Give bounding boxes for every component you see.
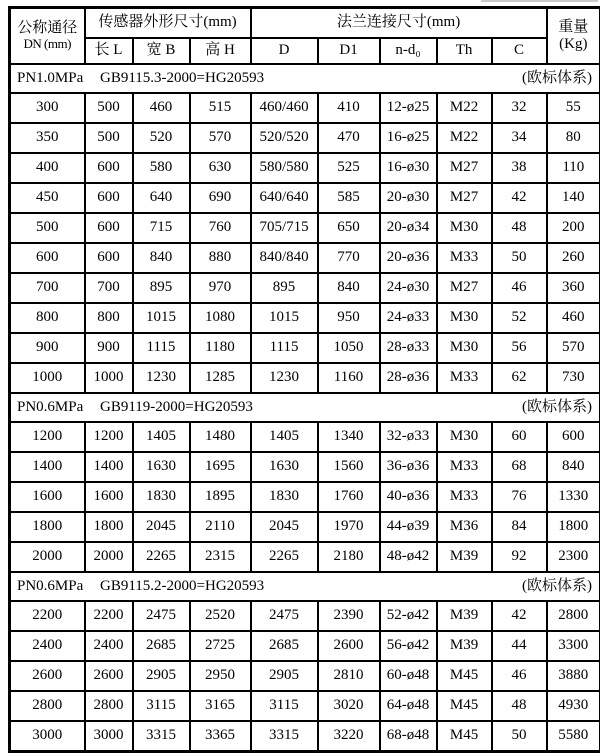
col-header-dn	[10, 8, 85, 65]
cell-n-d0: 32-ø33	[380, 422, 437, 452]
cell-dn: 2400	[10, 631, 85, 661]
cell-n-d0: 20-ø30	[380, 183, 437, 213]
col-header-dn-line2: DN (mm)	[23, 36, 71, 52]
cell-th: M30	[437, 422, 492, 452]
section-header-row	[10, 572, 600, 601]
cell-d1: 1970	[318, 512, 380, 542]
cell-width: 520	[133, 123, 190, 153]
cell-weight: 460	[547, 303, 600, 333]
section-pressure-label: PN1.0MPa	[17, 69, 84, 86]
cell-d: 580/580	[251, 153, 318, 183]
cell-n-d0: 24-ø30	[380, 273, 437, 303]
col-header-weight	[547, 8, 600, 65]
cell-weight: 600	[547, 422, 600, 452]
cell-c: 84	[492, 512, 547, 542]
cell-height: 760	[190, 213, 251, 243]
cell-length: 900	[85, 333, 133, 363]
cell-weight: 3300	[547, 631, 600, 661]
cell-weight: 360	[547, 273, 600, 303]
cell-d: 2475	[251, 601, 318, 631]
table-row	[10, 243, 600, 273]
cell-th: M22	[437, 93, 492, 123]
cell-dn: 1200	[10, 422, 85, 452]
section-header-row	[10, 64, 600, 93]
cell-weight: 3880	[547, 661, 600, 691]
cell-d: 1230	[251, 363, 318, 393]
cell-c: 44	[492, 631, 547, 661]
cell-n-d0: 64-ø48	[380, 691, 437, 721]
cell-d1: 950	[318, 303, 380, 333]
cell-d: 1830	[251, 482, 318, 512]
cell-n-d0: 20-ø34	[380, 213, 437, 243]
cell-c: 50	[492, 243, 547, 273]
cell-width: 895	[133, 273, 190, 303]
cell-th: M22	[437, 123, 492, 153]
cell-c: 56	[492, 333, 547, 363]
cell-d: 2265	[251, 542, 318, 572]
cell-dn: 400	[10, 153, 85, 183]
cell-d: 895	[251, 273, 318, 303]
cell-weight: 2800	[547, 601, 600, 631]
table-row	[10, 542, 600, 572]
cell-d1: 2180	[318, 542, 380, 572]
cell-d1: 1560	[318, 452, 380, 482]
cell-d: 460/460	[251, 93, 318, 123]
cell-length: 600	[85, 243, 133, 273]
cell-width: 715	[133, 213, 190, 243]
cell-d: 1405	[251, 422, 318, 452]
cell-width: 2045	[133, 512, 190, 542]
cell-width: 1405	[133, 422, 190, 452]
cell-n-d0: 16-ø30	[380, 153, 437, 183]
table-row	[10, 153, 600, 183]
cell-width: 1230	[133, 363, 190, 393]
col-header-d1: D1	[318, 38, 380, 64]
table-row	[10, 363, 600, 393]
cell-th: M33	[437, 452, 492, 482]
cell-d: 1015	[251, 303, 318, 333]
cell-n-d0: 52-ø42	[380, 601, 437, 631]
cell-weight: 1330	[547, 482, 600, 512]
cell-weight: 140	[547, 183, 600, 213]
table-row	[10, 183, 600, 213]
cell-d: 840/840	[251, 243, 318, 273]
cell-width: 2265	[133, 542, 190, 572]
table-row	[10, 661, 600, 691]
header-row-subcolumns	[10, 38, 600, 64]
cell-n-d0: 40-ø36	[380, 482, 437, 512]
cell-n-d0: 24-ø33	[380, 303, 437, 333]
cell-d: 520/520	[251, 123, 318, 153]
cell-weight: 200	[547, 213, 600, 243]
cell-th: M39	[437, 631, 492, 661]
cell-weight: 570	[547, 333, 600, 363]
cell-length: 1600	[85, 482, 133, 512]
table-row	[10, 452, 600, 482]
cell-n-d0: 12-ø25	[380, 93, 437, 123]
cell-width: 2685	[133, 631, 190, 661]
col-header-weight-line1: 重量	[558, 18, 589, 35]
cell-weight: 260	[547, 243, 600, 273]
cell-th: M36	[437, 512, 492, 542]
col-header-height: 高 H	[190, 38, 251, 64]
section-note-label: (欧标体系)	[522, 398, 593, 415]
cell-n-d0: 44-ø39	[380, 512, 437, 542]
cell-c: 76	[492, 482, 547, 512]
table-row	[10, 213, 600, 243]
cell-height: 1285	[190, 363, 251, 393]
cell-c: 48	[492, 691, 547, 721]
cell-n-d0: 56-ø42	[380, 631, 437, 661]
cell-height: 690	[190, 183, 251, 213]
cell-length: 2600	[85, 661, 133, 691]
cell-height: 2315	[190, 542, 251, 572]
cell-c: 60	[492, 422, 547, 452]
cell-length: 2000	[85, 542, 133, 572]
cell-weight: 1800	[547, 512, 600, 542]
cell-d1: 2810	[318, 661, 380, 691]
cell-d1: 1160	[318, 363, 380, 393]
cell-d1: 2390	[318, 601, 380, 631]
cell-dn: 800	[10, 303, 85, 333]
table-body	[10, 64, 600, 752]
cell-weight: 80	[547, 123, 600, 153]
section-header-row	[10, 393, 600, 422]
cell-height: 3365	[190, 721, 251, 752]
cell-weight: 4930	[547, 691, 600, 721]
cell-height: 2110	[190, 512, 251, 542]
table-row	[10, 273, 600, 303]
cell-length: 1200	[85, 422, 133, 452]
cell-weight: 840	[547, 452, 600, 482]
cell-d1: 525	[318, 153, 380, 183]
col-header-length: 长 L	[85, 38, 133, 64]
cell-length: 1400	[85, 452, 133, 482]
cell-d1: 1340	[318, 422, 380, 452]
cell-d: 640/640	[251, 183, 318, 213]
cell-length: 3000	[85, 721, 133, 752]
cell-length: 600	[85, 153, 133, 183]
cell-th: M45	[437, 721, 492, 752]
cell-length: 600	[85, 213, 133, 243]
cell-c: 52	[492, 303, 547, 333]
cell-d1: 3020	[318, 691, 380, 721]
cell-dn: 600	[10, 243, 85, 273]
cell-d: 1630	[251, 452, 318, 482]
cell-length: 1000	[85, 363, 133, 393]
col-header-th: Th	[437, 38, 492, 64]
section-standard-label: GB9115.3-2000=HG20593	[100, 69, 265, 86]
cell-width: 1830	[133, 482, 190, 512]
cell-weight: 110	[547, 153, 600, 183]
cell-width: 2905	[133, 661, 190, 691]
cell-width: 1630	[133, 452, 190, 482]
cell-length: 600	[85, 183, 133, 213]
cell-width: 1115	[133, 333, 190, 363]
table-row	[10, 691, 600, 721]
cell-width: 3315	[133, 721, 190, 752]
section-pressure-label: PN0.6MPa	[17, 398, 84, 415]
cell-d: 705/715	[251, 213, 318, 243]
cell-th: M39	[437, 601, 492, 631]
cell-width: 3115	[133, 691, 190, 721]
col-header-c: C	[492, 38, 547, 64]
section-pressure-label: PN0.6MPa	[17, 577, 84, 594]
cell-n-d0: 36-ø36	[380, 452, 437, 482]
cell-th: M33	[437, 243, 492, 273]
flange-dimension-table	[8, 6, 600, 753]
table-row	[10, 333, 600, 363]
cell-dn: 1800	[10, 512, 85, 542]
col-header-n-d0: n-d₀	[380, 38, 437, 64]
cell-th: M45	[437, 661, 492, 691]
cell-th: M30	[437, 333, 492, 363]
cell-th: M30	[437, 213, 492, 243]
cell-c: 68	[492, 452, 547, 482]
cell-height: 880	[190, 243, 251, 273]
cell-n-d0: 28-ø33	[380, 333, 437, 363]
cell-dn: 700	[10, 273, 85, 303]
cell-n-d0: 68-ø48	[380, 721, 437, 752]
cell-height: 2520	[190, 601, 251, 631]
cell-dn: 2600	[10, 661, 85, 691]
col-header-weight-line2: (Kg)	[559, 36, 588, 52]
cell-length: 500	[85, 93, 133, 123]
cell-height: 1895	[190, 482, 251, 512]
cell-c: 32	[492, 93, 547, 123]
cell-dn: 1000	[10, 363, 85, 393]
section-header-cell	[10, 572, 600, 601]
cell-length: 2200	[85, 601, 133, 631]
cell-th: M33	[437, 363, 492, 393]
cell-c: 48	[492, 213, 547, 243]
cell-n-d0: 48-ø42	[380, 542, 437, 572]
cell-dn: 1600	[10, 482, 85, 512]
cell-length: 1800	[85, 512, 133, 542]
col-group-flange-dimensions: 法兰连接尺寸(mm)	[251, 8, 547, 39]
cell-length: 500	[85, 123, 133, 153]
cell-length: 2800	[85, 691, 133, 721]
col-group-sensor-dimensions: 传感器外形尺寸(mm)	[85, 8, 251, 39]
cell-d1: 650	[318, 213, 380, 243]
cell-height: 1480	[190, 422, 251, 452]
cell-th: M33	[437, 482, 492, 512]
cell-n-d0: 28-ø36	[380, 363, 437, 393]
cell-c: 42	[492, 183, 547, 213]
cell-n-d0: 20-ø36	[380, 243, 437, 273]
cell-d1: 3220	[318, 721, 380, 752]
cell-d1: 840	[318, 273, 380, 303]
cell-width: 840	[133, 243, 190, 273]
cell-d: 2045	[251, 512, 318, 542]
cell-dn: 300	[10, 93, 85, 123]
section-standard-label: GB9119-2000=HG20593	[100, 398, 253, 415]
cell-d1: 470	[318, 123, 380, 153]
table-row	[10, 303, 600, 333]
section-header-cell	[10, 64, 600, 93]
cell-th: M27	[437, 153, 492, 183]
table-row	[10, 93, 600, 123]
cell-dn: 500	[10, 213, 85, 243]
cell-height: 2725	[190, 631, 251, 661]
cell-d: 3315	[251, 721, 318, 752]
cell-c: 42	[492, 601, 547, 631]
cell-dn: 3000	[10, 721, 85, 752]
cell-weight: 55	[547, 93, 600, 123]
cell-d1: 770	[318, 243, 380, 273]
cell-length: 700	[85, 273, 133, 303]
cell-width: 2475	[133, 601, 190, 631]
section-note-label: (欧标体系)	[522, 577, 593, 594]
cell-c: 34	[492, 123, 547, 153]
cell-dn: 2200	[10, 601, 85, 631]
cell-n-d0: 16-ø25	[380, 123, 437, 153]
cell-d: 1115	[251, 333, 318, 363]
cell-height: 1180	[190, 333, 251, 363]
cell-d: 3115	[251, 691, 318, 721]
col-header-dn-line1: 公称通径	[17, 19, 78, 36]
cell-height: 1695	[190, 452, 251, 482]
cell-height: 970	[190, 273, 251, 303]
cell-dn: 2800	[10, 691, 85, 721]
table-row	[10, 512, 600, 542]
scan-artifact-line	[481, 0, 598, 2]
table-row	[10, 123, 600, 153]
cell-th: M45	[437, 691, 492, 721]
cell-d: 2685	[251, 631, 318, 661]
cell-dn: 2000	[10, 542, 85, 572]
cell-c: 50	[492, 721, 547, 752]
cell-height: 515	[190, 93, 251, 123]
cell-height: 1080	[190, 303, 251, 333]
cell-width: 580	[133, 153, 190, 183]
cell-th: M27	[437, 183, 492, 213]
cell-length: 2400	[85, 631, 133, 661]
cell-th: M27	[437, 273, 492, 303]
cell-d1: 1760	[318, 482, 380, 512]
cell-d1: 410	[318, 93, 380, 123]
section-note-label: (欧标体系)	[522, 69, 593, 86]
cell-dn: 1400	[10, 452, 85, 482]
cell-height: 570	[190, 123, 251, 153]
col-header-width: 宽 B	[133, 38, 190, 64]
col-header-d: D	[251, 38, 318, 64]
cell-height: 630	[190, 153, 251, 183]
cell-n-d0: 60-ø48	[380, 661, 437, 691]
cell-width: 1015	[133, 303, 190, 333]
cell-dn: 900	[10, 333, 85, 363]
table-row	[10, 482, 600, 512]
cell-c: 62	[492, 363, 547, 393]
cell-length: 800	[85, 303, 133, 333]
cell-weight: 5580	[547, 721, 600, 752]
cell-height: 2950	[190, 661, 251, 691]
section-header-cell	[10, 393, 600, 422]
header-row-groups	[10, 8, 600, 39]
cell-c: 38	[492, 153, 547, 183]
table-row	[10, 721, 600, 752]
cell-th: M30	[437, 303, 492, 333]
table-row	[10, 422, 600, 452]
cell-d1: 585	[318, 183, 380, 213]
cell-d1: 1050	[318, 333, 380, 363]
cell-dn: 350	[10, 123, 85, 153]
cell-weight: 730	[547, 363, 600, 393]
cell-height: 3165	[190, 691, 251, 721]
cell-dn: 450	[10, 183, 85, 213]
cell-c: 46	[492, 661, 547, 691]
cell-width: 640	[133, 183, 190, 213]
table-header	[10, 8, 600, 65]
table-row	[10, 631, 600, 661]
cell-c: 92	[492, 542, 547, 572]
cell-weight: 2300	[547, 542, 600, 572]
cell-d: 2905	[251, 661, 318, 691]
table-row	[10, 601, 600, 631]
cell-th: M39	[437, 542, 492, 572]
cell-width: 460	[133, 93, 190, 123]
section-standard-label: GB9115.2-2000=HG20593	[100, 577, 265, 594]
cell-c: 46	[492, 273, 547, 303]
cell-d1: 2600	[318, 631, 380, 661]
